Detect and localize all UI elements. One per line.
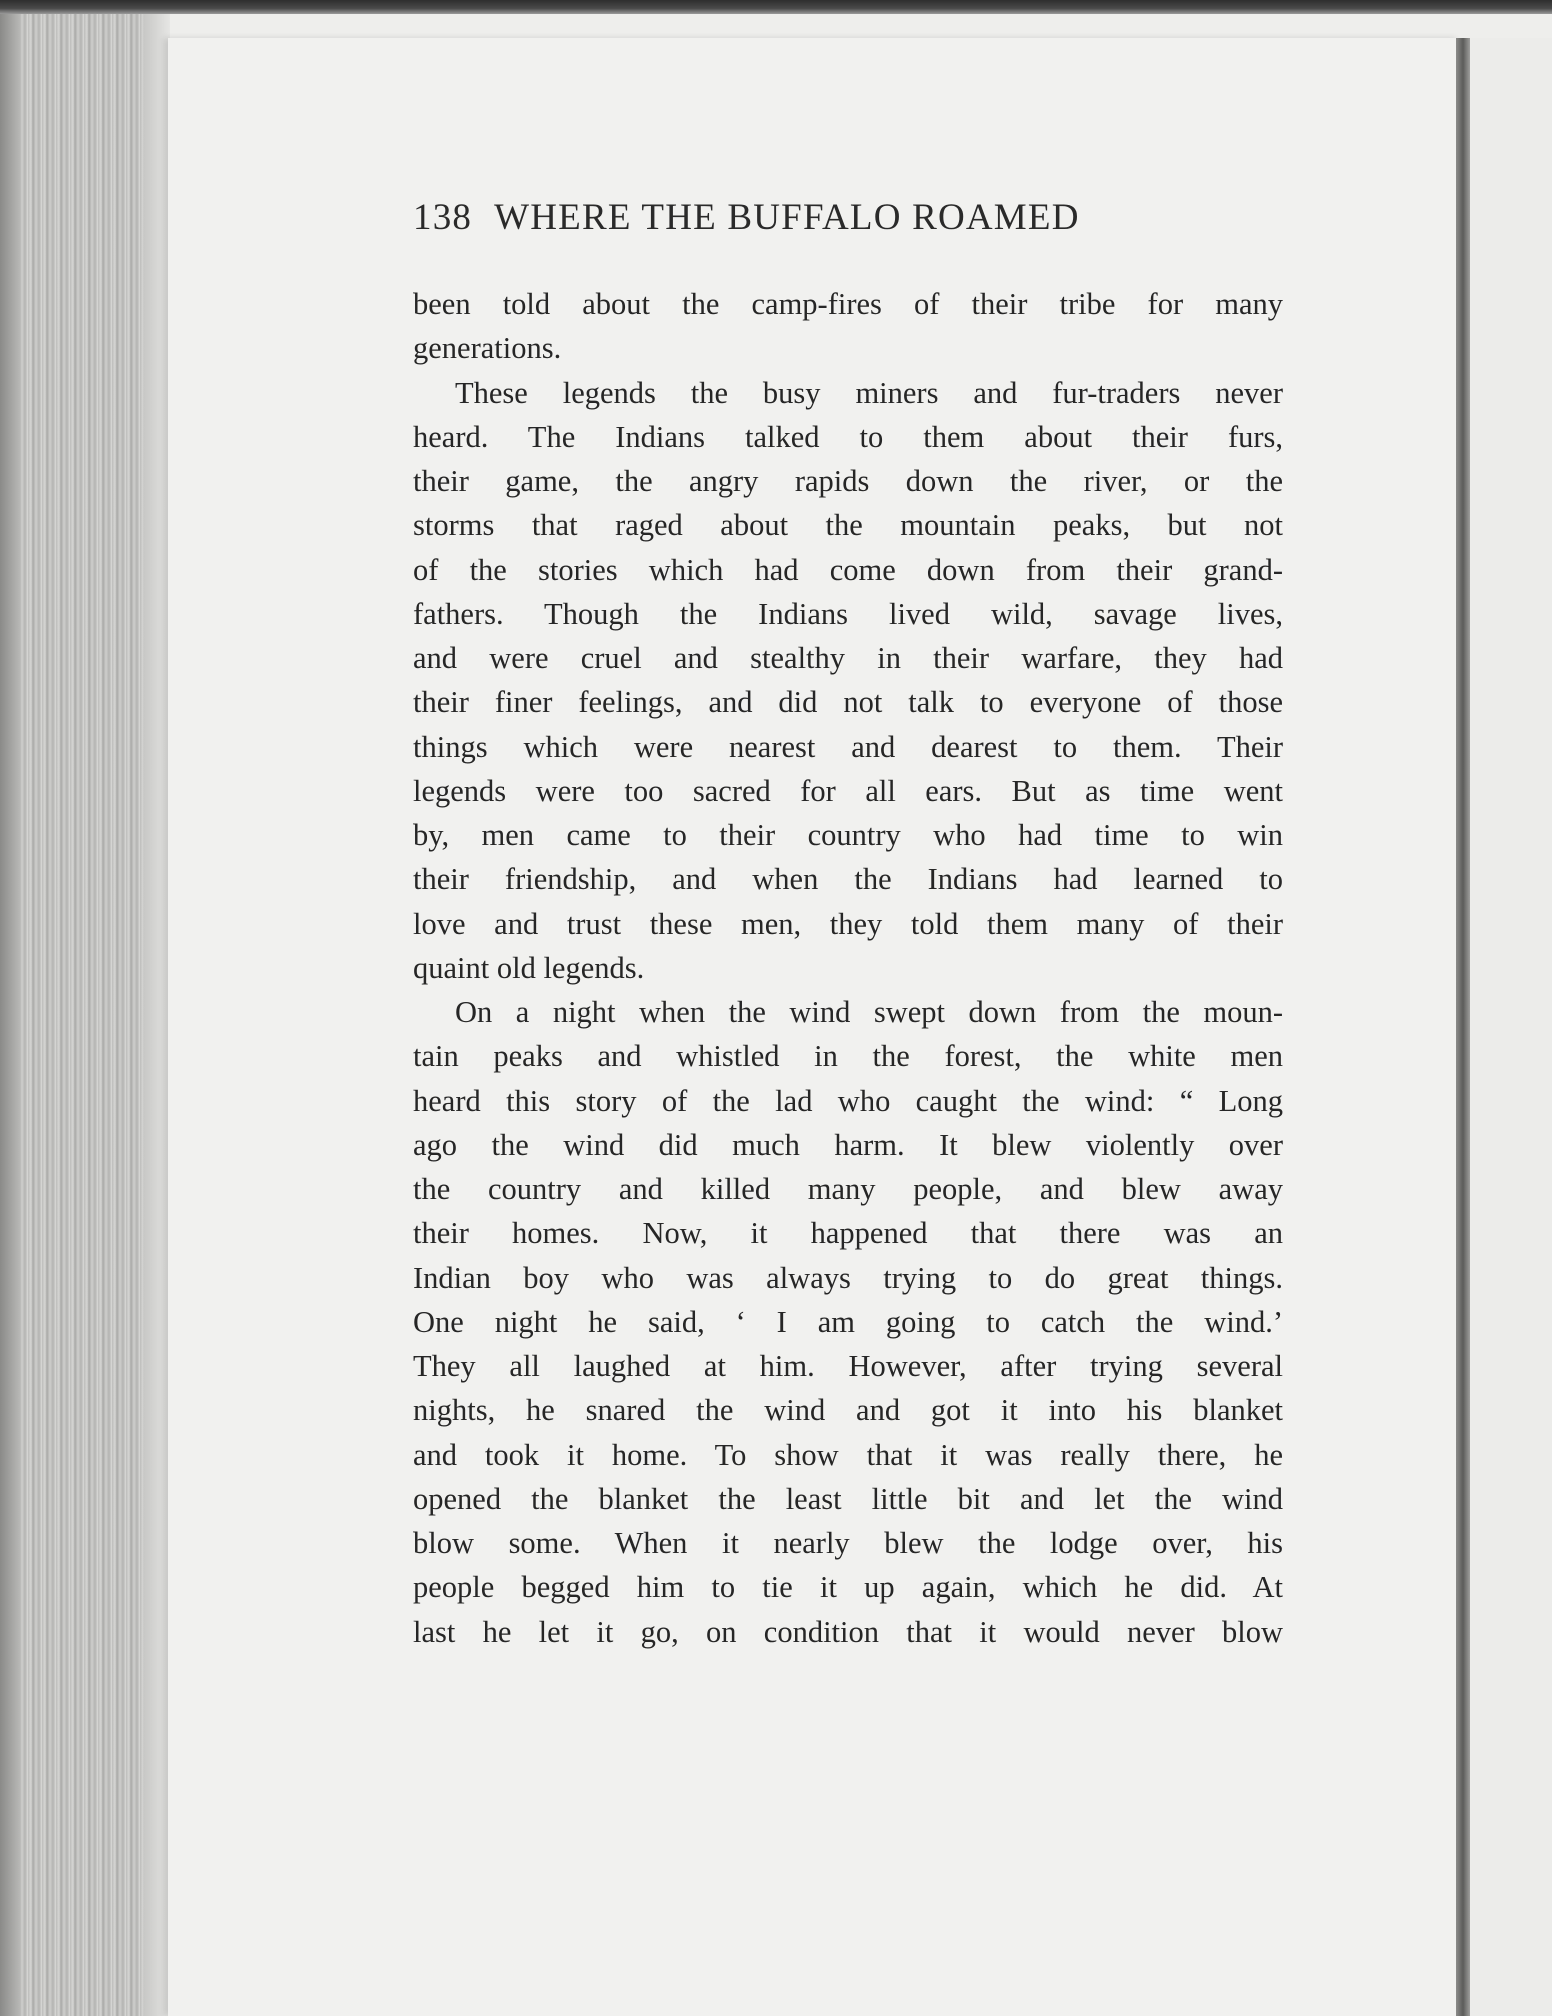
text-line: their finer feelings, and did not talk to everyone of those <box>413 685 1283 720</box>
text-line: the country and killed many people, and blew away <box>413 1172 1283 1206</box>
text-line: their game, the angry rapids down the river, or the <box>413 464 1283 498</box>
text-line: been told about the camp-fires of their tribe for many <box>413 287 1283 321</box>
running-header <box>413 196 1283 239</box>
text-line: legends were too sacred for all ears. But as time went <box>413 773 1283 808</box>
text-line: last he let it go, on condition that it would never blow <box>413 1614 1283 1649</box>
text-line: generations. <box>413 331 562 366</box>
text-line: things which were nearest and dearest to them. Their <box>413 729 1283 764</box>
text-line: One night he said, ‘ I am going to catch the wind.’ <box>413 1304 1283 1339</box>
page-body-text <box>413 282 1283 1654</box>
text-line: heard. The Indians talked to them about their furs, <box>413 419 1283 454</box>
paragraph <box>413 282 1283 371</box>
running-title: WHERE THE BUFFALO ROAMED <box>494 197 1080 238</box>
text-line: their friendship, and when the Indians had learned to <box>413 862 1283 897</box>
book-page-edges <box>0 14 170 2016</box>
text-line: people begged him to tie it up again, which he did. At <box>413 1570 1283 1605</box>
text-line: opened the blanket the least little bit and let the wind <box>413 1481 1283 1516</box>
text-line: They all laughed at him. However, after trying several <box>413 1349 1283 1383</box>
book-cover-edge <box>0 14 20 2016</box>
text-line: by, men came to their country who had time to win <box>413 818 1283 852</box>
text-line: heard this story of the lad who caught the wind: “ Long <box>413 1083 1283 1118</box>
scanner-border <box>0 0 1552 14</box>
text-line: On a night when the wind swept down from the moun- <box>455 995 1283 1029</box>
text-line: love and trust these men, they told them many of their <box>413 906 1283 941</box>
book-gutter <box>1456 38 1470 2016</box>
text-line: fathers. Though the Indians lived wild, savage lives, <box>413 596 1283 631</box>
paragraph <box>413 371 1283 991</box>
text-line: and took it home. To show that it was really there, he <box>413 1437 1283 1472</box>
text-line: their homes. Now, it happened that there was an <box>413 1216 1283 1251</box>
text-line: nights, he snared the wind and got it into his blanket <box>413 1393 1283 1428</box>
text-line: of the stories which had come down from their grand- <box>413 552 1283 587</box>
text-line: ago the wind did much harm. It blew violently over <box>413 1127 1283 1162</box>
text-line: Indian boy who was always trying to do great things. <box>413 1260 1283 1295</box>
paragraph <box>413 990 1283 1654</box>
facing-page <box>1470 38 1552 2016</box>
text-line: storms that raged about the mountain peaks, but not <box>413 508 1283 543</box>
text-line: quaint old legends. <box>413 950 645 985</box>
text-line: blow some. When it nearly blew the lodge over, his <box>413 1526 1283 1560</box>
text-line: and were cruel and stealthy in their warfare, they had <box>413 641 1283 675</box>
text-line: These legends the busy miners and fur-traders never <box>455 375 1283 410</box>
text-line: tain peaks and whistled in the forest, the white men <box>413 1039 1283 1074</box>
page-number: 138 <box>413 197 473 238</box>
